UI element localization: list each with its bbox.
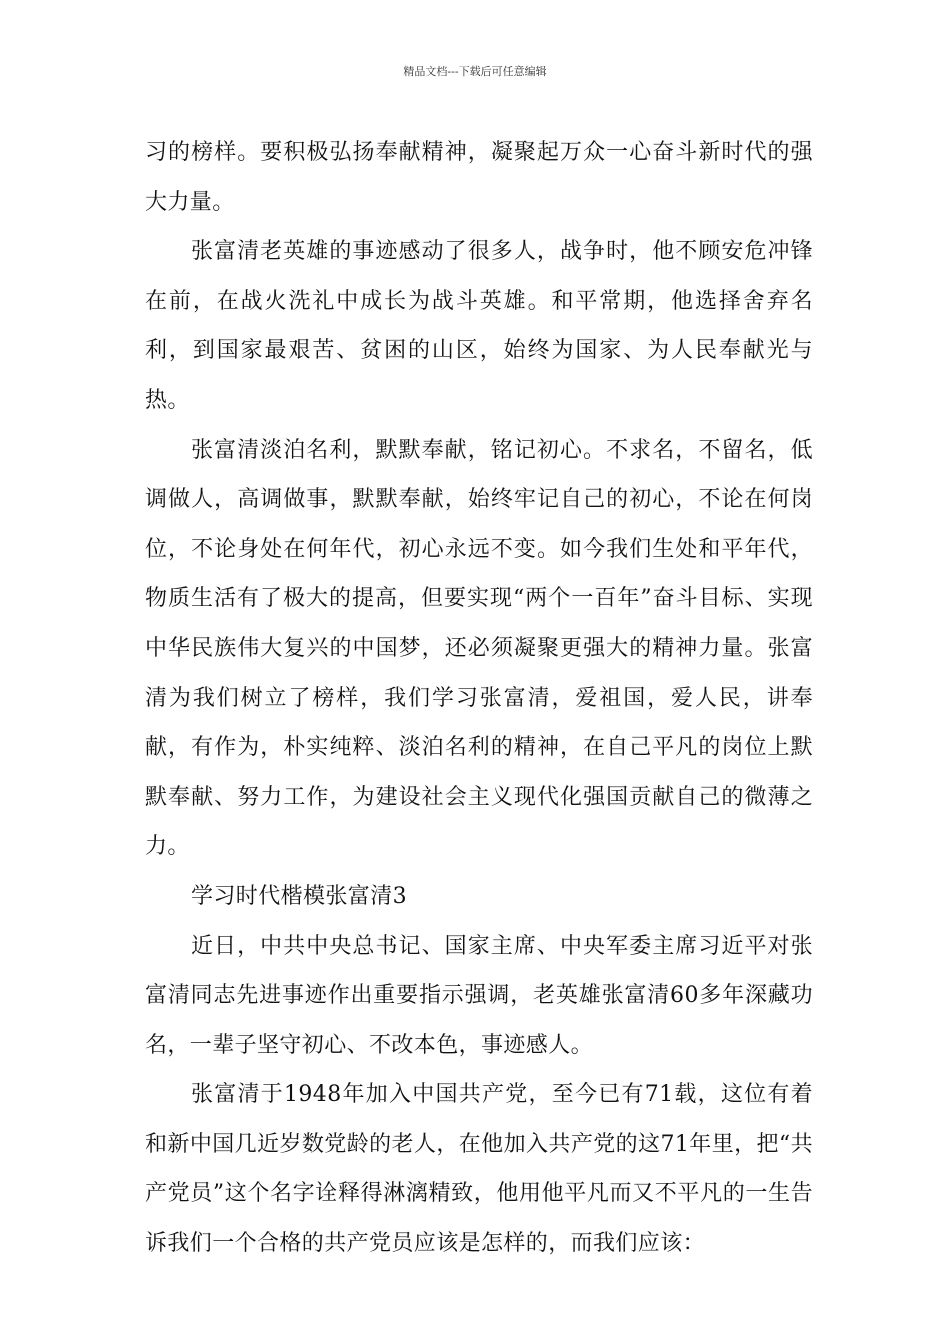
page-header: 精品文档---下载后可任意编辑 [403, 65, 547, 78]
paragraph: 张富清于1948年加入中国共产党，至今已有71载，这位有着和新中国几近岁数党龄的老人，在他加入共产党的这71年里，把“共产党员”这个名字诠释得淋漓精致，他用他平凡而又不平凡的一生告诉我们一个合格的共产党员应该是怎样的，而我们应该： [145, 1082, 813, 1257]
paragraph: 近日，中共中央总书记、国家主席、中央军委主席习近平对张富清同志先进事迹作出重要指示强调，老英雄张富清60多年深藏功名，一辈子坚守初心、不改本色，事迹感人。 [145, 933, 813, 1058]
paragraph: 张富清淡泊名利，默默奉献，铭记初心。不求名，不留名，低调做人，高调做事，默默奉献，始终牢记自己的初心，不论在何岗位，不论身处在何年代，初心永远不变。如今我们生处和平年代，物质生活有了极大的提高，但要实现“两个一百年”奋斗目标、实现中华民族伟大复兴的中国梦，还必须凝聚更强大的精神力量。张富清为我们树立了榜样，我们学习张富清，爱祖国，爱人民，讲奉献，有作为，朴实纯粹、淡泊名利的精神，在自己平凡的岗位上默默奉献、努力工作，为建设社会主义现代化强国贡献自己的微薄之力。 [145, 437, 813, 860]
paragraph: 张富清老英雄的事迹感动了很多人，战争时，他不顾安危冲锋在前，在战火洗礼中成长为战斗英雄。和平常期，他选择舍弃名利，到国家最艰苦、贫困的山区，始终为国家、为人民奉献光与热。 [145, 239, 813, 413]
document-body [145, 128, 813, 1269]
paragraph-continued: 习的榜样。要积极弘扬奉献精神，凝聚起万众一心奋斗新时代的强大力量。 [145, 140, 813, 215]
section-heading: 学习时代楷模张富清3 [191, 883, 407, 909]
